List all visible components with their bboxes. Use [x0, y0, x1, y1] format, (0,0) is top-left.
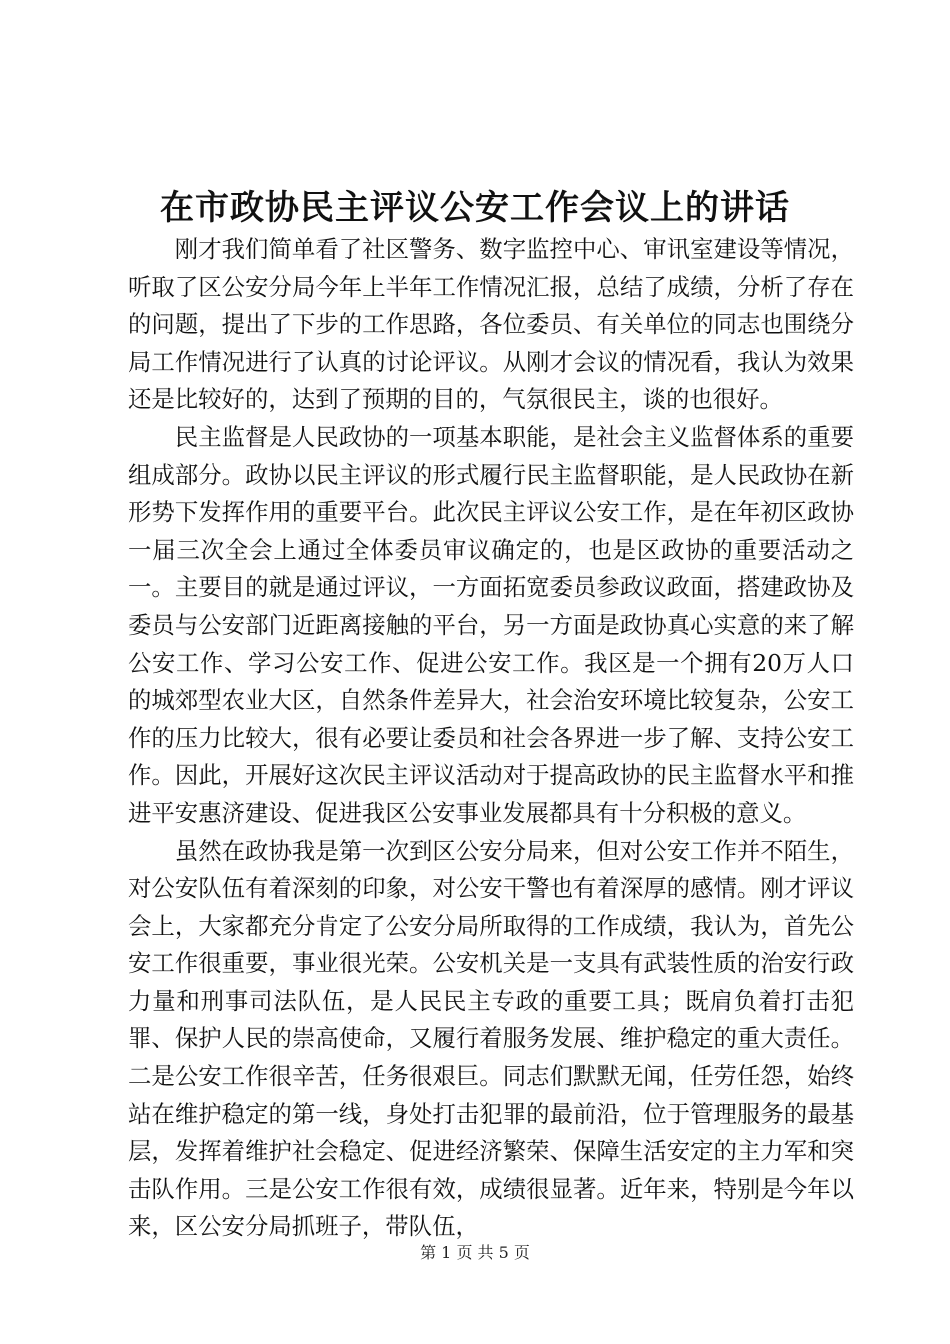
paragraph-1: 刚才我们简单看了社区警务、数字监控中心、审讯室建设等情况，听取了区公安分局今年上半年工作情况汇报，总结了成绩，分析了存在的问题，提出了下步的工作思路，各位委员、有关单位的同志也围绕分局工作情况进行了认真的讨论评议。从刚才会议的情况看，我认为效果还是比较好的，达到了预期的目的，气氛很民主，谈的也很好。	[128, 235, 854, 414]
document-title: 在市政协民主评议公安工作会议上的讲话	[160, 188, 790, 228]
paragraph-3: 虽然在政协我是第一次到区公安分局来，但对公安工作并不陌生，对公安队伍有着深刻的印象，对公安干警也有着深厚的感情。刚才评议会上，大家都充分肯定了公安分局所取得的工作成绩，我认为，首先公安工作很重要，事业很光荣。公安机关是一支具有武装性质的治安行政力量和刑事司法队伍，是人民民主专政的重要工具；既肩负着打击犯罪、保护人民的崇高使命，又履行着服务发展、维护稳定的重大责任。二是公安工作很辛苦，任务很艰巨。同志们默默无闻，任劳任怨，始终站在维护稳定的第一线，身处打击犯罪的最前沿，位于管理服务的最基层，发挥着维护社会稳定、促进经济繁荣、保障生活安定的主力军和突击队作用。三是公安工作很有效，成绩很显著。近年来，特别是今年以来，区公安分局抓班子，带队伍，	[128, 836, 854, 1241]
paragraph-2: 民主监督是人民政协的一项基本职能，是社会主义监督体系的重要组成部分。政协以民主评议的形式履行民主监督职能，是人民政协在新形势下发挥作用的重要平台。此次民主评议公安工作，是在年初区政协一届三次全会上通过全体委员审议确定的，也是区政协的重要活动之一。主要目的就是通过评议，一方面拓宽委员参政议政面，搭建政协及委员与公安部门近距离接触的平台，另一方面是政协真心实意的来了解公安工作、学习公安工作、促进公安工作。我区是一个拥有20万人口的城郊型农业大区，自然条件差异大，社会治安环境比较复杂，公安工作的压力比较大，很有必要让委员和社会各界进一步了解、支持公安工作。因此，开展好这次民主评议活动对于提高政协的民主监督水平和推进平安惠济建设、促进我区公安事业发展都具有十分积极的意义。	[128, 422, 854, 827]
page-number-footer: 第 1 页 共 5 页	[420, 1243, 530, 1262]
document-body	[128, 231, 854, 1246]
